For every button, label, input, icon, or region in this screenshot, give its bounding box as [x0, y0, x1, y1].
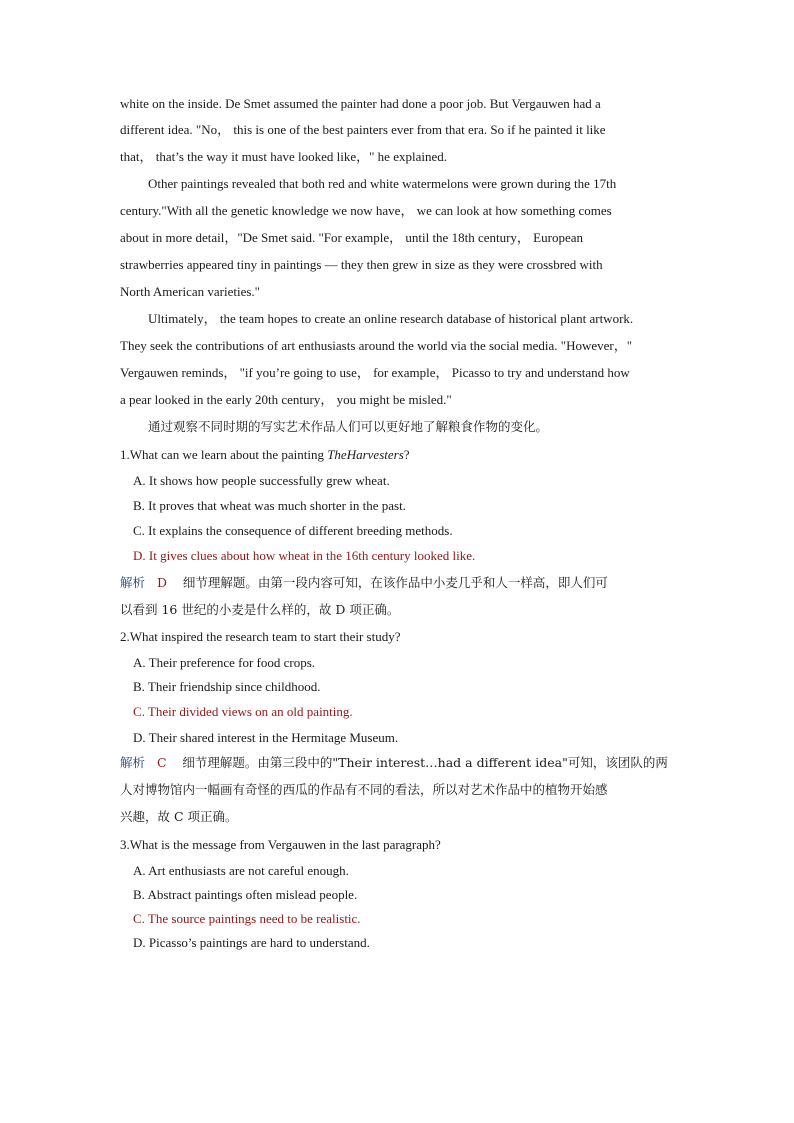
q2-option-b: B. Their friendship since childhood.: [133, 679, 321, 694]
passage-line: white on the inside. De Smet assumed the painter had done a poor job. But Vergauwen had a: [120, 96, 601, 111]
question-2-stem: 2.What inspired the research team to start their study?: [120, 629, 401, 644]
q2-option-d: D. Their shared interest in the Hermitage Museum.: [133, 730, 399, 745]
q1-option-c: C. It explains the consequence of different breeding methods.: [133, 523, 453, 538]
passage-line: Ultimately， the team hopes to create an online research database of historical plant artwork.: [148, 311, 634, 326]
q3-option-a: A. Art enthusiasts are not careful enough.: [133, 863, 349, 878]
q1-option-a: A. It shows how people successfully grew wheat.: [133, 473, 390, 488]
q2-explanation-cont: 人对博物馆内一幅画有奇怪的西瓜的作品有不同的看法，所以对艺术作品中的植物开始感: [120, 782, 608, 797]
passage-line: Vergauwen reminds， "if you’re going to use， for example， Picasso to try and understand how: [120, 365, 630, 380]
q1-option-b: B. It proves that wheat was much shorter in the past.: [133, 498, 406, 513]
q2-option-a: A. Their preference for food crops.: [133, 655, 316, 670]
explanation-label: 解析: [120, 575, 146, 590]
question-3-stem: 3.What is the message from Vergauwen in the last paragraph?: [120, 837, 441, 852]
explanation-answer: D: [156, 575, 167, 590]
passage-summary: 通过观察不同时期的写实艺术作品人们可以更好地了解粮食作物的变化。: [148, 419, 549, 434]
q3-option-b: B. Abstract paintings often mislead people.: [133, 887, 358, 902]
passage-line: Other paintings revealed that both red and white watermelons were grown during the 17th: [148, 176, 617, 191]
passage-line: North American varieties.": [120, 284, 260, 299]
q1-option-d: D. It gives clues about how wheat in the 16th century looked like.: [133, 548, 476, 563]
q2-explanation-cont: 兴趣，故 C 项正确。: [120, 809, 238, 824]
passage-line: about in more detail，"De Smet said. "For example， until the 18th century， European: [120, 230, 583, 245]
passage-line: different idea. "No， this is one of the best painters ever from that era. So if he painted it like: [120, 122, 606, 137]
q3-option-c: C. The source paintings need to be realistic.: [133, 911, 361, 926]
passage-line: century."With all the genetic knowledge we now have， we can look at how something comes: [120, 203, 612, 218]
q3-option-d: D. Picasso’s paintings are hard to understand.: [133, 935, 370, 950]
q1-explanation: 解析 D 细节理解题。由第一段内容可知，在该作品中小麦几乎和人一样高，即人们可: [120, 575, 608, 590]
q2-explanation: 解析 C 细节理解题。由第三段中的"Their interest…had a different idea"可知，该团队的两: [120, 755, 668, 770]
painting-title: TheHarvesters: [327, 447, 404, 462]
explanation-label: 解析: [120, 755, 146, 770]
passage-line: that， that’s the way it must have looked like，" he explained.: [120, 149, 447, 164]
explanation-answer: C: [156, 755, 167, 770]
q2-option-c: C. Their divided views on an old painting.: [133, 704, 353, 719]
q1-explanation-cont: 以看到 16 世纪的小麦是什么样的，故 D 项正确。: [120, 602, 400, 617]
passage-line: strawberries appeared tiny in paintings — they then grew in size as they were crossbred with: [120, 257, 603, 272]
passage-line: a pear looked in the early 20th century， you might be misled.": [120, 392, 452, 407]
passage-line: They seek the contributions of art enthusiasts around the world via the social media. "However，": [120, 338, 633, 353]
question-1-stem: 1.What can we learn about the painting TheHarvesters?: [120, 447, 410, 462]
